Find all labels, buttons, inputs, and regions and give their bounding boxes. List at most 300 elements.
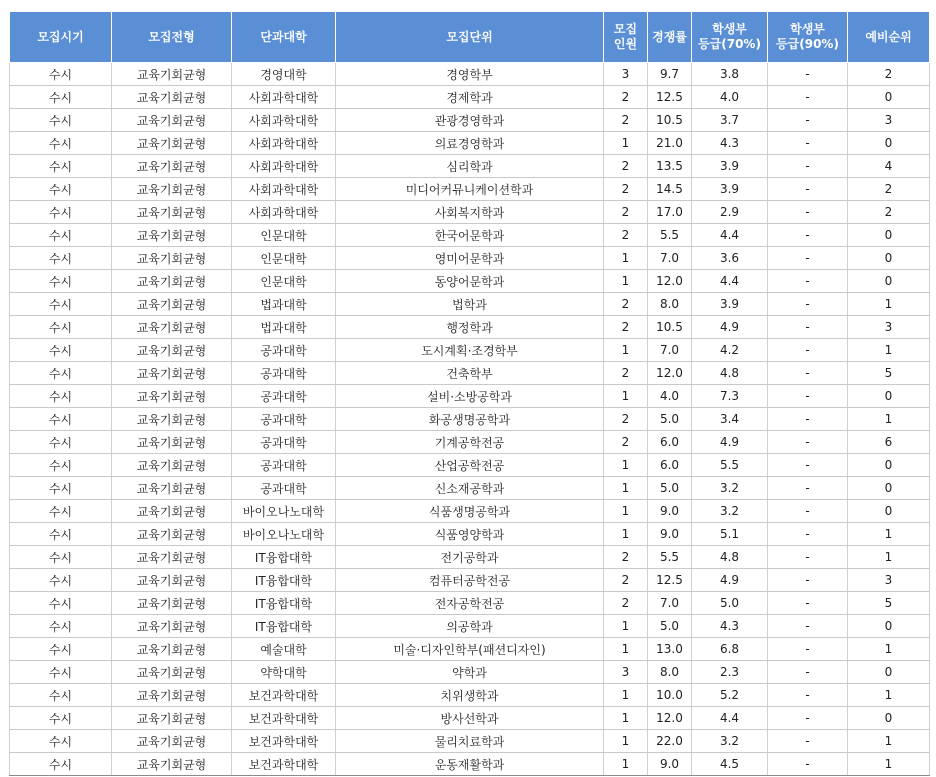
cell-quota: 1 xyxy=(604,247,648,270)
cell-grade-70: 5.1 xyxy=(692,523,768,546)
cell-recruit-period: 수시 xyxy=(10,385,112,408)
header-competition-rate xyxy=(648,12,692,63)
cell-college: 인문대학 xyxy=(232,270,336,293)
cell-admission-type: 교육기회균형 xyxy=(112,339,232,362)
cell-admission-type: 교육기회균형 xyxy=(112,592,232,615)
table-row xyxy=(10,63,930,86)
table-row xyxy=(10,109,930,132)
cell-quota: 1 xyxy=(604,132,648,155)
header-label-line1: 모집 xyxy=(613,22,638,36)
cell-grade-70: 4.3 xyxy=(692,132,768,155)
header-label-line1: 학생부 xyxy=(712,22,747,36)
cell-competition-rate: 8.0 xyxy=(648,661,692,684)
cell-unit: 미술·디자인학부(패션디자인) xyxy=(336,638,604,661)
table-row xyxy=(10,454,930,477)
cell-waitlist-rank: 2 xyxy=(848,63,930,86)
cell-unit: 한국어문학과 xyxy=(336,224,604,247)
header-quota xyxy=(604,12,648,63)
cell-quota: 2 xyxy=(604,316,648,339)
cell-college: IT융합대학 xyxy=(232,546,336,569)
cell-admission-type: 교육기회균형 xyxy=(112,270,232,293)
cell-waitlist-rank: 5 xyxy=(848,362,930,385)
cell-waitlist-rank: 2 xyxy=(848,178,930,201)
cell-competition-rate: 7.0 xyxy=(648,592,692,615)
cell-competition-rate: 10.5 xyxy=(648,316,692,339)
cell-unit: 경영학부 xyxy=(336,63,604,86)
table-row xyxy=(10,569,930,592)
cell-unit: 전기공학과 xyxy=(336,546,604,569)
cell-recruit-period: 수시 xyxy=(10,316,112,339)
cell-waitlist-rank: 0 xyxy=(848,477,930,500)
cell-admission-type: 교육기회균형 xyxy=(112,661,232,684)
cell-grade-70: 4.9 xyxy=(692,569,768,592)
cell-waitlist-rank: 0 xyxy=(848,270,930,293)
cell-quota: 1 xyxy=(604,638,648,661)
cell-college: 인문대학 xyxy=(232,247,336,270)
cell-waitlist-rank: 6 xyxy=(848,431,930,454)
cell-college: 공과대학 xyxy=(232,362,336,385)
cell-unit: 화공생명공학과 xyxy=(336,408,604,431)
cell-admission-type: 교육기회균형 xyxy=(112,546,232,569)
cell-grade-90: - xyxy=(768,178,848,201)
cell-unit: 운동재활학과 xyxy=(336,753,604,776)
cell-unit: 도시계획·조경학부 xyxy=(336,339,604,362)
cell-recruit-period: 수시 xyxy=(10,707,112,730)
cell-admission-type: 교육기회균형 xyxy=(112,569,232,592)
cell-competition-rate: 12.0 xyxy=(648,362,692,385)
cell-unit: 행정학과 xyxy=(336,316,604,339)
cell-recruit-period: 수시 xyxy=(10,615,112,638)
cell-competition-rate: 10.0 xyxy=(648,684,692,707)
table-row xyxy=(10,661,930,684)
cell-grade-70: 3.2 xyxy=(692,730,768,753)
cell-waitlist-rank: 1 xyxy=(848,730,930,753)
cell-competition-rate: 8.0 xyxy=(648,293,692,316)
cell-grade-70: 3.4 xyxy=(692,408,768,431)
cell-grade-70: 4.9 xyxy=(692,316,768,339)
cell-competition-rate: 14.5 xyxy=(648,178,692,201)
header-admission-type xyxy=(112,12,232,63)
cell-unit: 건축학부 xyxy=(336,362,604,385)
cell-competition-rate: 5.5 xyxy=(648,224,692,247)
cell-quota: 2 xyxy=(604,86,648,109)
cell-quota: 2 xyxy=(604,178,648,201)
cell-waitlist-rank: 3 xyxy=(848,569,930,592)
cell-waitlist-rank: 3 xyxy=(848,109,930,132)
cell-competition-rate: 13.5 xyxy=(648,155,692,178)
cell-admission-type: 교육기회균형 xyxy=(112,523,232,546)
cell-quota: 1 xyxy=(604,270,648,293)
cell-unit: 식품생명공학과 xyxy=(336,500,604,523)
cell-competition-rate: 5.0 xyxy=(648,615,692,638)
cell-admission-type: 교육기회균형 xyxy=(112,178,232,201)
cell-recruit-period: 수시 xyxy=(10,362,112,385)
cell-admission-type: 교육기회균형 xyxy=(112,500,232,523)
cell-waitlist-rank: 1 xyxy=(848,546,930,569)
cell-college: 공과대학 xyxy=(232,477,336,500)
table-row xyxy=(10,546,930,569)
cell-waitlist-rank: 1 xyxy=(848,638,930,661)
cell-quota: 1 xyxy=(604,339,648,362)
cell-competition-rate: 5.5 xyxy=(648,546,692,569)
cell-grade-70: 4.4 xyxy=(692,270,768,293)
cell-unit: 물리치료학과 xyxy=(336,730,604,753)
cell-competition-rate: 5.0 xyxy=(648,477,692,500)
cell-college: 인문대학 xyxy=(232,224,336,247)
header-label-line1: 모집시기 xyxy=(37,29,84,44)
cell-recruit-period: 수시 xyxy=(10,247,112,270)
cell-grade-70: 7.3 xyxy=(692,385,768,408)
cell-quota: 3 xyxy=(604,63,648,86)
cell-unit: 의공학과 xyxy=(336,615,604,638)
cell-grade-90: - xyxy=(768,638,848,661)
cell-grade-90: - xyxy=(768,109,848,132)
cell-grade-90: - xyxy=(768,63,848,86)
cell-recruit-period: 수시 xyxy=(10,753,112,776)
cell-college: 법과대학 xyxy=(232,316,336,339)
cell-competition-rate: 7.0 xyxy=(648,247,692,270)
table-row xyxy=(10,592,930,615)
header-label-line1: 학생부 xyxy=(790,22,825,36)
table-row xyxy=(10,178,930,201)
cell-college: 약학대학 xyxy=(232,661,336,684)
cell-grade-70: 4.4 xyxy=(692,707,768,730)
cell-unit: 식품영양학과 xyxy=(336,523,604,546)
cell-college: 공과대학 xyxy=(232,408,336,431)
table-row xyxy=(10,155,930,178)
header-label-line1: 경쟁률 xyxy=(652,29,687,44)
cell-grade-90: - xyxy=(768,569,848,592)
cell-quota: 2 xyxy=(604,109,648,132)
cell-waitlist-rank: 1 xyxy=(848,408,930,431)
cell-waitlist-rank: 1 xyxy=(848,523,930,546)
cell-admission-type: 교육기회균형 xyxy=(112,615,232,638)
cell-competition-rate: 6.0 xyxy=(648,431,692,454)
cell-college: 사회과학대학 xyxy=(232,178,336,201)
cell-recruit-period: 수시 xyxy=(10,63,112,86)
cell-waitlist-rank: 0 xyxy=(848,132,930,155)
table-header xyxy=(10,12,930,63)
table-row xyxy=(10,247,930,270)
cell-admission-type: 교육기회균형 xyxy=(112,385,232,408)
cell-quota: 1 xyxy=(604,477,648,500)
cell-college: 보건과학대학 xyxy=(232,707,336,730)
cell-grade-70: 4.5 xyxy=(692,753,768,776)
header-grade-70 xyxy=(692,12,768,63)
cell-college: 바이오나노대학 xyxy=(232,523,336,546)
cell-waitlist-rank: 0 xyxy=(848,615,930,638)
cell-recruit-period: 수시 xyxy=(10,684,112,707)
cell-grade-70: 5.5 xyxy=(692,454,768,477)
cell-waitlist-rank: 1 xyxy=(848,684,930,707)
header-label-line2: 인원 xyxy=(613,37,638,51)
cell-admission-type: 교육기회균형 xyxy=(112,684,232,707)
cell-grade-90: - xyxy=(768,132,848,155)
cell-college: 사회과학대학 xyxy=(232,109,336,132)
table-row xyxy=(10,86,930,109)
cell-college: 보건과학대학 xyxy=(232,684,336,707)
table-row xyxy=(10,684,930,707)
cell-grade-90: - xyxy=(768,753,848,776)
cell-waitlist-rank: 1 xyxy=(848,293,930,316)
cell-grade-90: - xyxy=(768,615,848,638)
cell-recruit-period: 수시 xyxy=(10,431,112,454)
cell-admission-type: 교육기회균형 xyxy=(112,63,232,86)
table-row xyxy=(10,270,930,293)
cell-recruit-period: 수시 xyxy=(10,500,112,523)
table-row xyxy=(10,339,930,362)
cell-competition-rate: 4.0 xyxy=(648,385,692,408)
cell-college: 공과대학 xyxy=(232,431,336,454)
header-grade-90 xyxy=(768,12,848,63)
cell-college: 사회과학대학 xyxy=(232,155,336,178)
cell-recruit-period: 수시 xyxy=(10,592,112,615)
cell-quota: 1 xyxy=(604,730,648,753)
header-label-line1: 모집단위 xyxy=(446,29,493,44)
cell-college: 사회과학대학 xyxy=(232,132,336,155)
cell-recruit-period: 수시 xyxy=(10,270,112,293)
cell-quota: 1 xyxy=(604,615,648,638)
cell-grade-90: - xyxy=(768,224,848,247)
cell-competition-rate: 5.0 xyxy=(648,408,692,431)
cell-unit: 기계공학전공 xyxy=(336,431,604,454)
header-recruit-period xyxy=(10,12,112,63)
cell-college: 공과대학 xyxy=(232,454,336,477)
cell-admission-type: 교육기회균형 xyxy=(112,730,232,753)
cell-grade-70: 4.8 xyxy=(692,546,768,569)
cell-recruit-period: 수시 xyxy=(10,661,112,684)
cell-waitlist-rank: 1 xyxy=(848,753,930,776)
cell-competition-rate: 12.5 xyxy=(648,86,692,109)
cell-grade-70: 2.3 xyxy=(692,661,768,684)
cell-grade-90: - xyxy=(768,477,848,500)
cell-competition-rate: 9.0 xyxy=(648,753,692,776)
cell-waitlist-rank: 0 xyxy=(848,86,930,109)
table-row xyxy=(10,615,930,638)
table-row xyxy=(10,753,930,776)
cell-admission-type: 교육기회균형 xyxy=(112,86,232,109)
cell-admission-type: 교육기회균형 xyxy=(112,454,232,477)
cell-unit: 심리학과 xyxy=(336,155,604,178)
cell-grade-90: - xyxy=(768,155,848,178)
table-row xyxy=(10,408,930,431)
header-college xyxy=(232,12,336,63)
header-label-line2: 등급(70%) xyxy=(698,37,761,51)
cell-grade-90: - xyxy=(768,661,848,684)
cell-recruit-period: 수시 xyxy=(10,523,112,546)
cell-grade-90: - xyxy=(768,500,848,523)
cell-quota: 2 xyxy=(604,155,648,178)
cell-unit: 방사선학과 xyxy=(336,707,604,730)
cell-waitlist-rank: 0 xyxy=(848,385,930,408)
cell-grade-70: 2.9 xyxy=(692,201,768,224)
cell-unit: 치위생학과 xyxy=(336,684,604,707)
cell-college: 예술대학 xyxy=(232,638,336,661)
cell-competition-rate: 13.0 xyxy=(648,638,692,661)
cell-unit: 관광경영학과 xyxy=(336,109,604,132)
cell-competition-rate: 22.0 xyxy=(648,730,692,753)
cell-recruit-period: 수시 xyxy=(10,86,112,109)
cell-waitlist-rank: 0 xyxy=(848,224,930,247)
cell-quota: 1 xyxy=(604,684,648,707)
cell-unit: 의료경영학과 xyxy=(336,132,604,155)
header-waitlist-rank xyxy=(848,12,930,63)
cell-unit: 산업공학전공 xyxy=(336,454,604,477)
cell-unit: 신소재공학과 xyxy=(336,477,604,500)
cell-college: 사회과학대학 xyxy=(232,201,336,224)
cell-grade-90: - xyxy=(768,293,848,316)
cell-grade-90: - xyxy=(768,385,848,408)
cell-waitlist-rank: 2 xyxy=(848,201,930,224)
cell-competition-rate: 12.0 xyxy=(648,270,692,293)
table-row xyxy=(10,385,930,408)
cell-quota: 1 xyxy=(604,385,648,408)
cell-waitlist-rank: 4 xyxy=(848,155,930,178)
cell-admission-type: 교육기회균형 xyxy=(112,316,232,339)
cell-admission-type: 교육기회균형 xyxy=(112,293,232,316)
cell-admission-type: 교육기회균형 xyxy=(112,132,232,155)
cell-competition-rate: 6.0 xyxy=(648,454,692,477)
cell-grade-70: 4.3 xyxy=(692,615,768,638)
cell-recruit-period: 수시 xyxy=(10,224,112,247)
cell-unit: 컴퓨터공학전공 xyxy=(336,569,604,592)
cell-recruit-period: 수시 xyxy=(10,132,112,155)
table-row xyxy=(10,132,930,155)
cell-quota: 1 xyxy=(604,753,648,776)
cell-grade-90: - xyxy=(768,86,848,109)
cell-admission-type: 교육기회균형 xyxy=(112,109,232,132)
cell-grade-70: 3.9 xyxy=(692,293,768,316)
cell-admission-type: 교육기회균형 xyxy=(112,201,232,224)
table-row xyxy=(10,730,930,753)
cell-grade-90: - xyxy=(768,247,848,270)
cell-college: IT융합대학 xyxy=(232,592,336,615)
cell-grade-90: - xyxy=(768,431,848,454)
table-row xyxy=(10,500,930,523)
table-row xyxy=(10,224,930,247)
cell-college: 경영대학 xyxy=(232,63,336,86)
cell-waitlist-rank: 0 xyxy=(848,500,930,523)
cell-grade-90: - xyxy=(768,454,848,477)
cell-waitlist-rank: 0 xyxy=(848,247,930,270)
cell-recruit-period: 수시 xyxy=(10,201,112,224)
cell-quota: 2 xyxy=(604,362,648,385)
cell-competition-rate: 12.0 xyxy=(648,707,692,730)
cell-recruit-period: 수시 xyxy=(10,477,112,500)
cell-grade-70: 3.9 xyxy=(692,155,768,178)
cell-recruit-period: 수시 xyxy=(10,569,112,592)
cell-grade-90: - xyxy=(768,408,848,431)
cell-grade-90: - xyxy=(768,546,848,569)
cell-recruit-period: 수시 xyxy=(10,638,112,661)
cell-grade-90: - xyxy=(768,730,848,753)
cell-college: IT융합대학 xyxy=(232,569,336,592)
cell-grade-70: 4.8 xyxy=(692,362,768,385)
cell-college: 공과대학 xyxy=(232,385,336,408)
cell-grade-70: 6.8 xyxy=(692,638,768,661)
cell-unit: 경제학과 xyxy=(336,86,604,109)
cell-admission-type: 교육기회균형 xyxy=(112,431,232,454)
admission-results-table-container xyxy=(9,11,930,776)
cell-competition-rate: 10.5 xyxy=(648,109,692,132)
cell-waitlist-rank: 3 xyxy=(848,316,930,339)
cell-competition-rate: 9.0 xyxy=(648,523,692,546)
table-row xyxy=(10,707,930,730)
cell-recruit-period: 수시 xyxy=(10,293,112,316)
header-label-line2: 등급(90%) xyxy=(776,37,839,51)
cell-waitlist-rank: 0 xyxy=(848,661,930,684)
cell-waitlist-rank: 0 xyxy=(848,707,930,730)
cell-quota: 2 xyxy=(604,592,648,615)
cell-grade-90: - xyxy=(768,523,848,546)
cell-admission-type: 교육기회균형 xyxy=(112,753,232,776)
cell-grade-90: - xyxy=(768,339,848,362)
cell-recruit-period: 수시 xyxy=(10,408,112,431)
cell-admission-type: 교육기회균형 xyxy=(112,362,232,385)
cell-college: 법과대학 xyxy=(232,293,336,316)
cell-admission-type: 교육기회균형 xyxy=(112,638,232,661)
cell-recruit-period: 수시 xyxy=(10,730,112,753)
cell-grade-90: - xyxy=(768,707,848,730)
cell-grade-70: 5.2 xyxy=(692,684,768,707)
cell-grade-70: 3.2 xyxy=(692,500,768,523)
table-row xyxy=(10,293,930,316)
cell-admission-type: 교육기회균형 xyxy=(112,224,232,247)
cell-unit: 약학과 xyxy=(336,661,604,684)
cell-grade-90: - xyxy=(768,270,848,293)
cell-grade-70: 4.4 xyxy=(692,224,768,247)
header-label-line1: 단과대학 xyxy=(260,29,307,44)
table-row xyxy=(10,638,930,661)
cell-grade-70: 4.2 xyxy=(692,339,768,362)
cell-grade-90: - xyxy=(768,201,848,224)
cell-admission-type: 교육기회균형 xyxy=(112,408,232,431)
cell-grade-90: - xyxy=(768,316,848,339)
cell-competition-rate: 9.7 xyxy=(648,63,692,86)
header-label-line1: 예비순위 xyxy=(865,29,912,44)
cell-admission-type: 교육기회균형 xyxy=(112,707,232,730)
cell-quota: 1 xyxy=(604,707,648,730)
cell-recruit-period: 수시 xyxy=(10,109,112,132)
cell-competition-rate: 12.5 xyxy=(648,569,692,592)
cell-grade-90: - xyxy=(768,592,848,615)
table-body xyxy=(10,63,930,776)
table-row xyxy=(10,201,930,224)
cell-quota: 1 xyxy=(604,454,648,477)
cell-grade-70: 4.9 xyxy=(692,431,768,454)
cell-college: 사회과학대학 xyxy=(232,86,336,109)
cell-competition-rate: 9.0 xyxy=(648,500,692,523)
cell-competition-rate: 21.0 xyxy=(648,132,692,155)
cell-quota: 2 xyxy=(604,201,648,224)
cell-quota: 2 xyxy=(604,431,648,454)
cell-admission-type: 교육기회균형 xyxy=(112,155,232,178)
cell-college: IT융합대학 xyxy=(232,615,336,638)
table-row xyxy=(10,523,930,546)
cell-unit: 영미어문학과 xyxy=(336,247,604,270)
cell-grade-70: 5.0 xyxy=(692,592,768,615)
cell-grade-70: 3.7 xyxy=(692,109,768,132)
cell-waitlist-rank: 0 xyxy=(848,454,930,477)
cell-quota: 2 xyxy=(604,224,648,247)
cell-unit: 미디어커뮤니케이션학과 xyxy=(336,178,604,201)
header-label-line1: 모집전형 xyxy=(148,29,195,44)
cell-grade-90: - xyxy=(768,684,848,707)
table-row xyxy=(10,431,930,454)
cell-quota: 1 xyxy=(604,500,648,523)
header-row xyxy=(10,12,930,63)
cell-quota: 2 xyxy=(604,569,648,592)
